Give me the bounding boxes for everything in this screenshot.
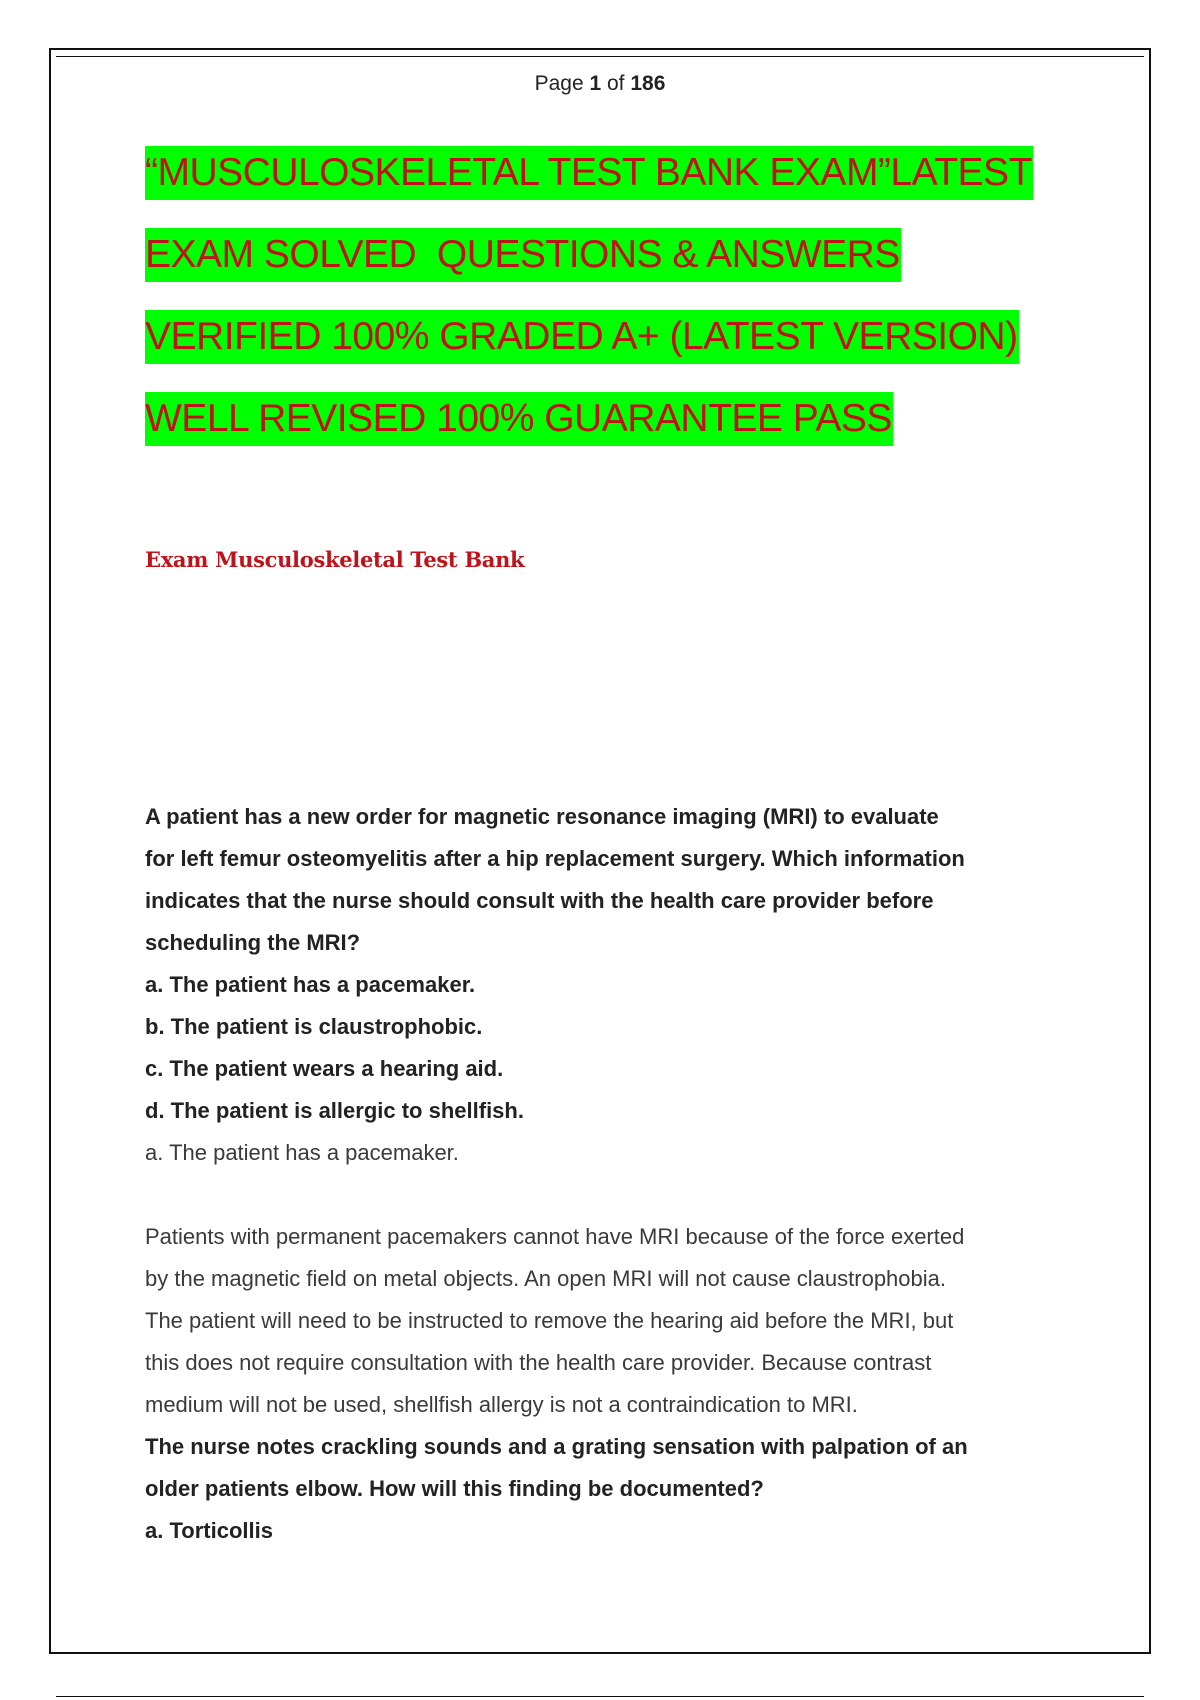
question-content <box>145 796 1065 1552</box>
question-1-rationale-line: Patients with permanent pacemakers cannot have MRI because of the force exerted <box>145 1224 965 1249</box>
question-1-option-d: d. The patient is allergic to shellfish. <box>145 1098 524 1123</box>
question-1-rationale-line: by the magnetic field on metal objects. An open MRI will not cause claustrophobia. <box>145 1266 947 1291</box>
spacer <box>145 1174 1065 1216</box>
question-1-rationale-line: medium will not be used, shellfish allergy is not a contraindication to MRI. <box>145 1392 858 1417</box>
page-label: Page <box>534 72 584 95</box>
question-1-stem-line: scheduling the MRI? <box>145 930 361 955</box>
title-line-3: VERIFIED 100% GRADED A+ (LATEST VERSION) <box>145 310 1019 364</box>
question-1-rationale-line: The patient will need to be instructed to remove the hearing aid before the MRI, but <box>145 1308 954 1333</box>
page-of: of <box>607 72 625 95</box>
question-1-stem-line: A patient has a new order for magnetic resonance imaging (MRI) to evaluate <box>145 804 939 829</box>
title-line-1: “MUSCULOSKELETAL TEST BANK EXAM”LATEST <box>145 146 1033 200</box>
question-1-stem-line: for left femur osteomyelitis after a hip replacement surgery. Which information <box>145 846 965 871</box>
question-1-option-c: c. The patient wears a hearing aid. <box>145 1056 504 1081</box>
question-2-option-a: a. Torticollis <box>145 1518 273 1543</box>
title-line-4: WELL REVISED 100% GUARANTEE PASS <box>145 392 893 446</box>
question-1-option-a: a. The patient has a pacemaker. <box>145 972 476 997</box>
next-page-top-rule <box>56 1696 1144 1697</box>
question-1-stem-line: indicates that the nurse should consult with the health care provider before <box>145 888 934 913</box>
top-rule <box>56 56 1144 57</box>
question-2-stem-line: older patients elbow. How will this finding be documented? <box>145 1476 764 1501</box>
page-total: 186 <box>630 72 666 95</box>
section-subtitle: Exam Musculoskeletal Test Bank <box>145 547 525 572</box>
page-current: 1 <box>589 72 602 95</box>
question-1-answer: a. The patient has a pacemaker. <box>145 1140 459 1165</box>
document-title <box>145 146 1125 474</box>
title-line-2: EXAM SOLVED QUESTIONS & ANSWERS <box>145 228 901 282</box>
page-number <box>0 72 1200 96</box>
question-2-stem-line: The nurse notes crackling sounds and a grating sensation with palpation of an <box>145 1434 968 1459</box>
question-1-rationale-line: this does not require consultation with the health care provider. Because contrast <box>145 1350 932 1375</box>
question-1-option-b: b. The patient is claustrophobic. <box>145 1014 483 1039</box>
